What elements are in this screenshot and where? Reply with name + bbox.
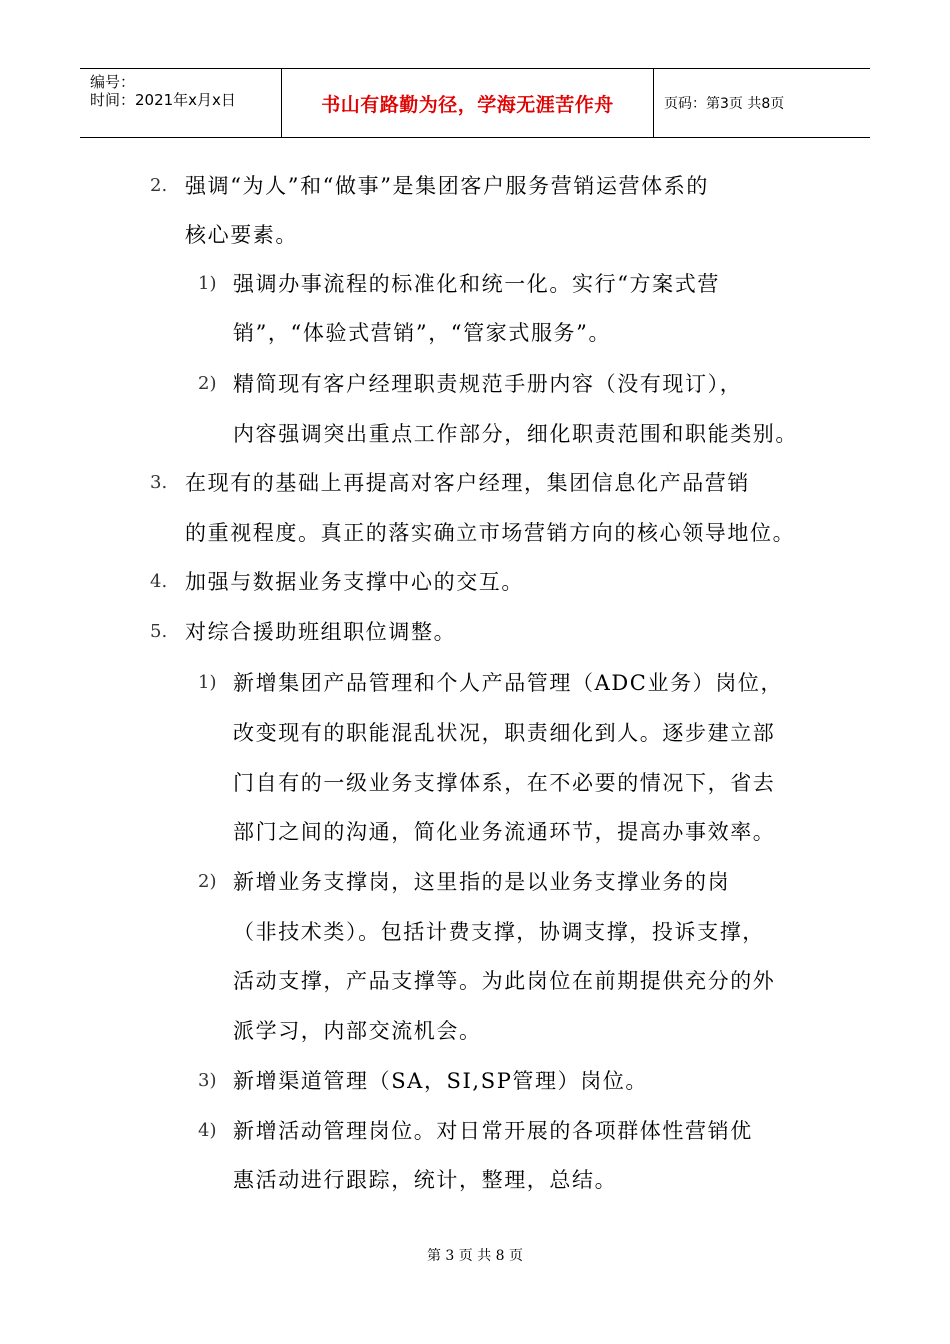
page-footer: 第 3 页 共 8 页 bbox=[426, 1248, 524, 1264]
item-number: 4. bbox=[150, 571, 168, 592]
item-number: 3. bbox=[150, 472, 168, 493]
item-number: 2. bbox=[150, 175, 168, 196]
code-label: 编号： bbox=[90, 73, 136, 91]
item-number: 1) bbox=[198, 672, 217, 693]
header-page-info: 页码：第3页 共8页 bbox=[664, 96, 785, 112]
item-line: 新增集团产品管理和个人产品管理（ADC业务）岗位， bbox=[233, 671, 784, 695]
item-line: 新增渠道管理（SA，SI,SP管理）岗位。 bbox=[233, 1069, 649, 1093]
item-number: 5. bbox=[150, 621, 168, 642]
header-motto: 书山有路勤为径，学海无涯苦作舟 bbox=[282, 69, 654, 137]
item-line: 活动支撑，产品支撑等。为此岗位在前期提供充分的外 bbox=[233, 969, 776, 993]
item-line: 加强与数据业务支撑中心的交互。 bbox=[185, 570, 524, 594]
item-line: 门自有的一级业务支撑体系，在不必要的情况下，省去 bbox=[233, 771, 776, 795]
item-line: 部门之间的沟通，简化业务流通环节，提高办事效率。 bbox=[233, 820, 776, 844]
item-line: 强调办事流程的标准化和统一化。实行“方案式营 bbox=[233, 272, 720, 296]
item-line: 精简现有客户经理职责规范手册内容（没有现订）， bbox=[233, 372, 743, 396]
item-line: （非技术类）。包括计费支撑，协调支撑，投诉支撑， bbox=[233, 920, 765, 944]
time-label: 时间：2021年x月x日 bbox=[90, 91, 236, 109]
item-line: 派学习，内部交流机会。 bbox=[233, 1019, 482, 1043]
item-line: 对综合援助班组职位调整。 bbox=[185, 620, 457, 644]
header-meta bbox=[80, 69, 282, 137]
item-line: 新增活动管理岗位。对日常开展的各项群体性营销优 bbox=[233, 1119, 753, 1143]
page-header bbox=[80, 68, 870, 138]
item-line: 在现有的基础上再提高对客户经理，集团信息化产品营销 bbox=[185, 471, 750, 495]
item-line: 内容强调突出重点工作部分，细化职责范围和职能类别。 bbox=[233, 422, 798, 446]
item-number: 2) bbox=[198, 373, 217, 394]
item-number: 1) bbox=[198, 273, 217, 294]
item-line: 改变现有的职能混乱状况，职责细化到人。逐步建立部 bbox=[233, 721, 776, 745]
item-line: 新增业务支撑岗，这里指的是以业务支撑业务的岗 bbox=[233, 870, 731, 894]
item-line: 强调“为人”和“做事”是集团客户服务营销运营体系的 bbox=[185, 174, 709, 198]
item-line: 惠活动进行跟踪，统计，整理，总结。 bbox=[233, 1168, 618, 1192]
item-line: 核心要素。 bbox=[185, 223, 298, 247]
item-number: 3) bbox=[198, 1070, 217, 1091]
item-number: 4) bbox=[198, 1120, 217, 1141]
item-number: 2) bbox=[198, 871, 217, 892]
item-line: 的重视程度。真正的落实确立市场营销方向的核心领导地位。 bbox=[185, 521, 796, 545]
item-line: 销”，“体验式营销”，“管家式服务”。 bbox=[233, 321, 612, 345]
